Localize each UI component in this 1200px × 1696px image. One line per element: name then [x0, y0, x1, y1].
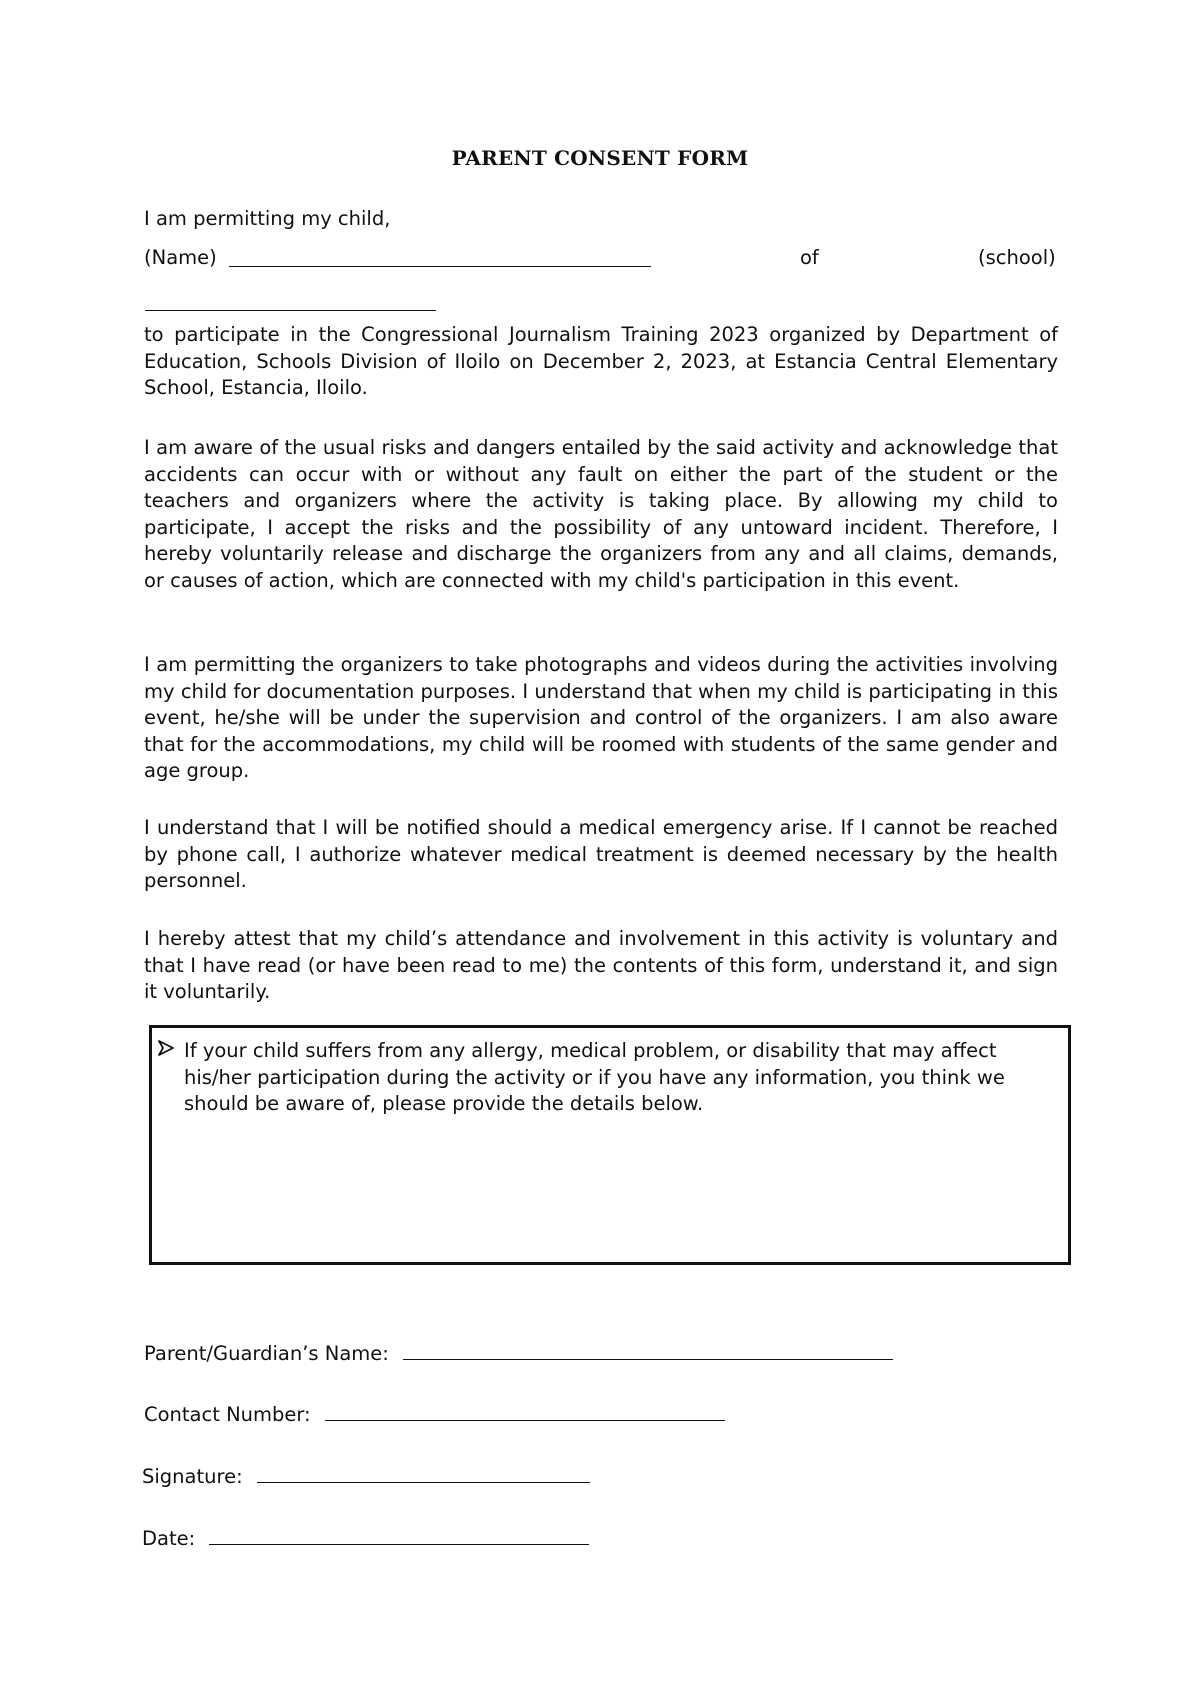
- signature-field[interactable]: [257, 1462, 590, 1483]
- medical-paragraph: I understand that I will be notified should a medical emergency arise. If I cannot be reached by phone call, I authorize whatever medical treatment is deemed necessary by the health personnel.: [144, 816, 1058, 892]
- attestation-paragraph: I hereby attest that my child’s attendance and involvement in this activity is voluntary and that I have read (or have been read to me) the contents of this form, understand it, and sign it voluntarily.: [144, 927, 1058, 1003]
- participation-paragraph: to participate in the Congressional Journalism Training 2023 organized by Department of Education, Schools Division of Iloilo on December 2, 2023, at Estancia Central Elementary School, Estancia, Iloilo.: [144, 323, 1058, 399]
- parent-name-field[interactable]: [403, 1339, 893, 1360]
- school-label: (school): [978, 246, 1056, 269]
- parent-name-label: Parent/Guardian’s Name:: [144, 1342, 389, 1365]
- intro-text: I am permitting my child,: [144, 207, 391, 230]
- name-label: (Name): [144, 246, 217, 269]
- contact-number-row: [144, 1400, 725, 1428]
- contact-number-label: Contact Number:: [144, 1403, 311, 1426]
- child-name-field[interactable]: [229, 266, 651, 267]
- medical-info-box[interactable]: [149, 1025, 1071, 1265]
- date-label: Date:: [142, 1527, 196, 1550]
- arrow-bullet-icon: [157, 1039, 175, 1065]
- of-label: of: [800, 246, 819, 269]
- signature-row: [142, 1462, 590, 1490]
- school-field[interactable]: [145, 310, 436, 311]
- page-title: PARENT CONSENT FORM: [451, 146, 749, 170]
- contact-number-field[interactable]: [325, 1400, 725, 1421]
- signature-label: Signature:: [142, 1465, 243, 1488]
- risk-waiver-paragraph: I am aware of the usual risks and dangers entailed by the said activity and acknowledge that accidents can occur with or without any fault on either the part of the student or the teachers and organizers where the activity is taking place. By allowing my child to participate, I accept the risks and the possibility of any untoward incident. Therefore, I hereby voluntarily release and discharge the organizers from any and all claims, demands, or causes of action, which are connected with my child's participation in this event.: [144, 436, 1058, 592]
- parent-name-row: [144, 1339, 893, 1367]
- medical-info-instructions: If your child suffers from any allergy, medical problem, or disability that may affect his/her participation during the activity or if you have any information, you think we should be aware of, please provide the details below.: [184, 1039, 1005, 1115]
- date-field[interactable]: [209, 1524, 589, 1545]
- photo-consent-paragraph: I am permitting the organizers to take photographs and videos during the activities involving my child for documentation purposes. I understand that when my child is participating in this event, he/she will be under the supervision and control of the organizers. I am also aware that for the accommodations, my child will be roomed with students of the same gender and age group.: [144, 653, 1058, 782]
- date-row: [142, 1524, 589, 1552]
